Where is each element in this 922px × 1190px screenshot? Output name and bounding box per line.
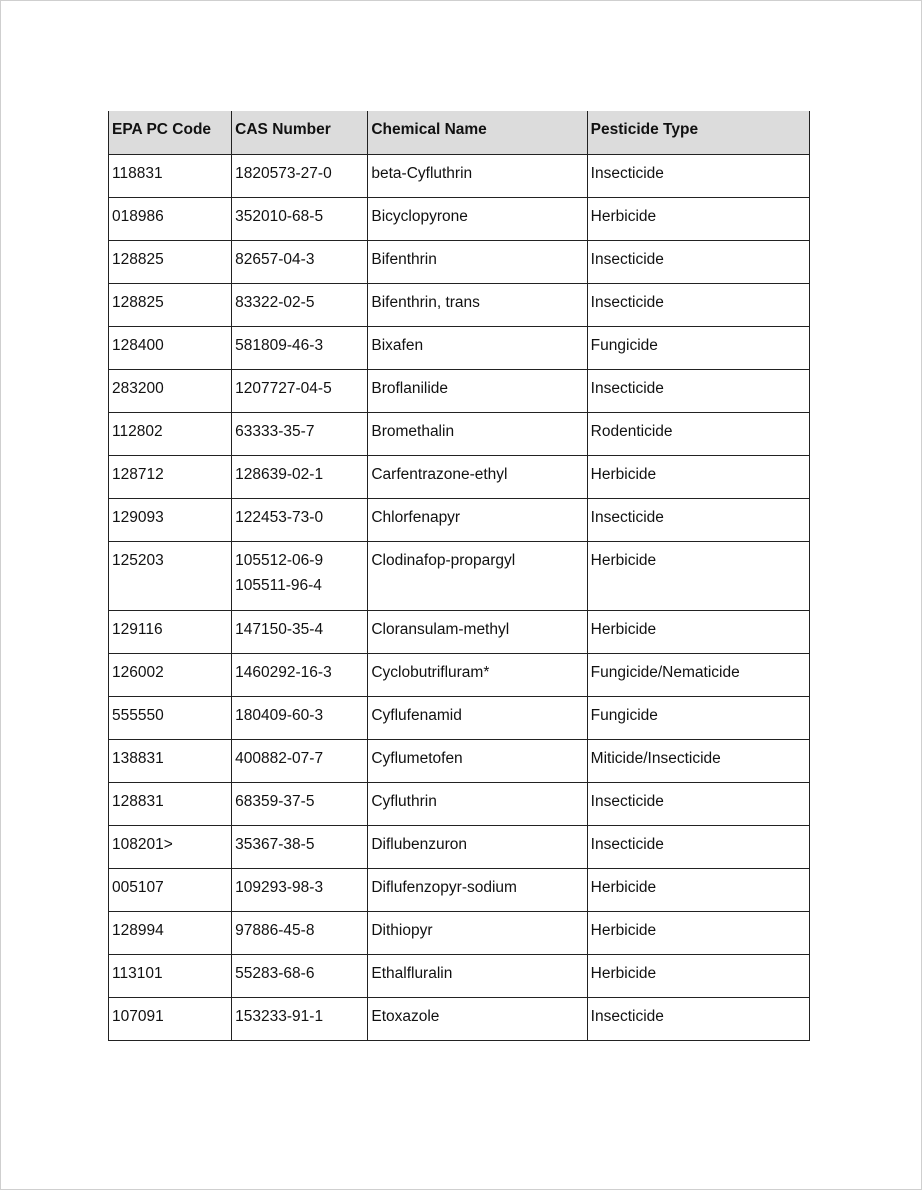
cell-epa-pc-code: 128825	[109, 284, 232, 327]
cell-chemical-name: Cyclobutrifluram*	[368, 654, 587, 697]
cell-epa-pc-code: 128994	[109, 912, 232, 955]
table-row	[109, 697, 810, 740]
cas-number-value: 180409-60-3	[235, 707, 324, 724]
cell-epa-pc-code: 108201>	[109, 826, 232, 869]
cell-cas-number	[232, 327, 368, 370]
cell-cas-number	[232, 241, 368, 284]
table-row	[109, 284, 810, 327]
cell-chemical-name: Carfentrazone-ethyl	[368, 456, 587, 499]
cell-chemical-name: Diflubenzuron	[368, 826, 587, 869]
cell-pesticide-type: Fungicide	[587, 697, 809, 740]
table-row	[109, 826, 810, 869]
table-row	[109, 869, 810, 912]
cas-number-value: 68359-37-5	[235, 793, 315, 810]
cas-number-value: 35367-38-5	[235, 836, 315, 853]
cell-pesticide-type: Herbicide	[587, 912, 809, 955]
cell-cas-number	[232, 697, 368, 740]
table-row	[109, 155, 810, 198]
cas-number-value: 97886-45-8	[235, 922, 315, 939]
cell-epa-pc-code: 129116	[109, 611, 232, 654]
pesticide-table	[108, 111, 810, 1041]
cell-pesticide-type: Insecticide	[587, 783, 809, 826]
cell-pesticide-type: Fungicide/Nematicide	[587, 654, 809, 697]
cell-epa-pc-code: 138831	[109, 740, 232, 783]
table-row	[109, 783, 810, 826]
cell-cas-number	[232, 912, 368, 955]
cell-epa-pc-code: 555550	[109, 697, 232, 740]
table-header-row	[109, 111, 810, 155]
cell-cas-number	[232, 155, 368, 198]
cell-cas-number	[232, 783, 368, 826]
cell-epa-pc-code: 129093	[109, 499, 232, 542]
cell-pesticide-type: Insecticide	[587, 499, 809, 542]
cell-epa-pc-code: 283200	[109, 370, 232, 413]
table-row	[109, 912, 810, 955]
cell-pesticide-type: Insecticide	[587, 155, 809, 198]
cas-number-value: 1820573-27-0	[235, 165, 332, 182]
cell-cas-number	[232, 654, 368, 697]
table-row	[109, 370, 810, 413]
cell-pesticide-type: Herbicide	[587, 456, 809, 499]
table-row	[109, 456, 810, 499]
table-row	[109, 413, 810, 456]
cell-epa-pc-code: 005107	[109, 869, 232, 912]
cell-cas-number	[232, 826, 368, 869]
table-row	[109, 542, 810, 611]
header-pesticide-type: Pesticide Type	[587, 111, 809, 155]
cell-cas-number	[232, 542, 368, 611]
cell-epa-pc-code: 118831	[109, 155, 232, 198]
cell-cas-number	[232, 611, 368, 654]
cas-number-value: 109293-98-3	[235, 879, 324, 896]
cell-pesticide-type: Insecticide	[587, 370, 809, 413]
cas-number-value: 352010-68-5	[235, 208, 324, 225]
cas-number-value: 82657-04-3	[235, 251, 315, 268]
cas-number-value: 105512-06-9	[235, 552, 324, 569]
cell-cas-number	[232, 998, 368, 1041]
cell-chemical-name: Bifenthrin	[368, 241, 587, 284]
cell-chemical-name: Etoxazole	[368, 998, 587, 1041]
cell-cas-number	[232, 413, 368, 456]
table-row	[109, 955, 810, 998]
cell-epa-pc-code: 107091	[109, 998, 232, 1041]
cell-chemical-name: Diflufenzopyr-sodium	[368, 869, 587, 912]
cell-chemical-name: Bicyclopyrone	[368, 198, 587, 241]
cell-cas-number	[232, 284, 368, 327]
cell-chemical-name: Cyflufenamid	[368, 697, 587, 740]
cell-pesticide-type: Insecticide	[587, 826, 809, 869]
cell-pesticide-type: Herbicide	[587, 542, 809, 611]
cell-chemical-name: Ethalfluralin	[368, 955, 587, 998]
cell-chemical-name: Bromethalin	[368, 413, 587, 456]
cell-cas-number	[232, 370, 368, 413]
cas-number-value: 581809-46-3	[235, 337, 324, 354]
cell-pesticide-type: Herbicide	[587, 955, 809, 998]
cell-epa-pc-code: 112802	[109, 413, 232, 456]
table-row	[109, 198, 810, 241]
cas-number-value: 147150-35-4	[235, 621, 324, 638]
cell-pesticide-type: Insecticide	[587, 998, 809, 1041]
cell-epa-pc-code: 128831	[109, 783, 232, 826]
cas-number-value: 1460292-16-3	[235, 664, 332, 681]
cell-epa-pc-code: 018986	[109, 198, 232, 241]
cell-pesticide-type: Insecticide	[587, 241, 809, 284]
cell-chemical-name: Chlorfenapyr	[368, 499, 587, 542]
table-row	[109, 327, 810, 370]
cell-chemical-name: Cyflumetofen	[368, 740, 587, 783]
cell-pesticide-type: Fungicide	[587, 327, 809, 370]
header-cas-number: CAS Number	[232, 111, 368, 155]
cas-number-value: 128639-02-1	[235, 466, 324, 483]
cell-chemical-name: Bifenthrin, trans	[368, 284, 587, 327]
cell-chemical-name: beta-Cyfluthrin	[368, 155, 587, 198]
cell-epa-pc-code: 128400	[109, 327, 232, 370]
cas-number-value: 1207727-04-5	[235, 380, 332, 397]
table-row	[109, 654, 810, 697]
cas-number-value: 83322-02-5	[235, 294, 315, 311]
cas-number-value: 55283-68-6	[235, 965, 315, 982]
cell-pesticide-type: Herbicide	[587, 611, 809, 654]
cell-chemical-name: Cyfluthrin	[368, 783, 587, 826]
table-row	[109, 611, 810, 654]
cas-number-value: 63333-35-7	[235, 423, 315, 440]
table-body	[109, 155, 810, 1041]
cas-number-value: 122453-73-0	[235, 509, 324, 526]
cas-number-value: 400882-07-7	[235, 750, 324, 767]
table-row	[109, 740, 810, 783]
cell-cas-number	[232, 456, 368, 499]
cell-pesticide-type: Miticide/Insecticide	[587, 740, 809, 783]
cell-pesticide-type: Herbicide	[587, 869, 809, 912]
cell-epa-pc-code: 128712	[109, 456, 232, 499]
cell-pesticide-type: Herbicide	[587, 198, 809, 241]
cell-epa-pc-code: 113101	[109, 955, 232, 998]
cell-chemical-name: Clodinafop-propargyl	[368, 542, 587, 611]
cell-epa-pc-code: 128825	[109, 241, 232, 284]
cell-cas-number	[232, 955, 368, 998]
cell-cas-number	[232, 740, 368, 783]
table-row	[109, 241, 810, 284]
cell-pesticide-type: Rodenticide	[587, 413, 809, 456]
cell-epa-pc-code: 126002	[109, 654, 232, 697]
cell-epa-pc-code: 125203	[109, 542, 232, 611]
cell-cas-number	[232, 499, 368, 542]
cell-cas-number	[232, 869, 368, 912]
cell-chemical-name: Dithiopyr	[368, 912, 587, 955]
cell-chemical-name: Cloransulam-methyl	[368, 611, 587, 654]
table-row	[109, 998, 810, 1041]
table-row	[109, 499, 810, 542]
cas-number-value: 153233-91-1	[235, 1008, 324, 1025]
cell-pesticide-type: Insecticide	[587, 284, 809, 327]
cell-chemical-name: Broflanilide	[368, 370, 587, 413]
header-epa-pc-code: EPA PC Code	[109, 111, 232, 155]
header-chemical-name: Chemical Name	[368, 111, 587, 155]
cell-cas-number	[232, 198, 368, 241]
cas-number-value: 105511-96-4	[235, 577, 322, 594]
cell-chemical-name: Bixafen	[368, 327, 587, 370]
